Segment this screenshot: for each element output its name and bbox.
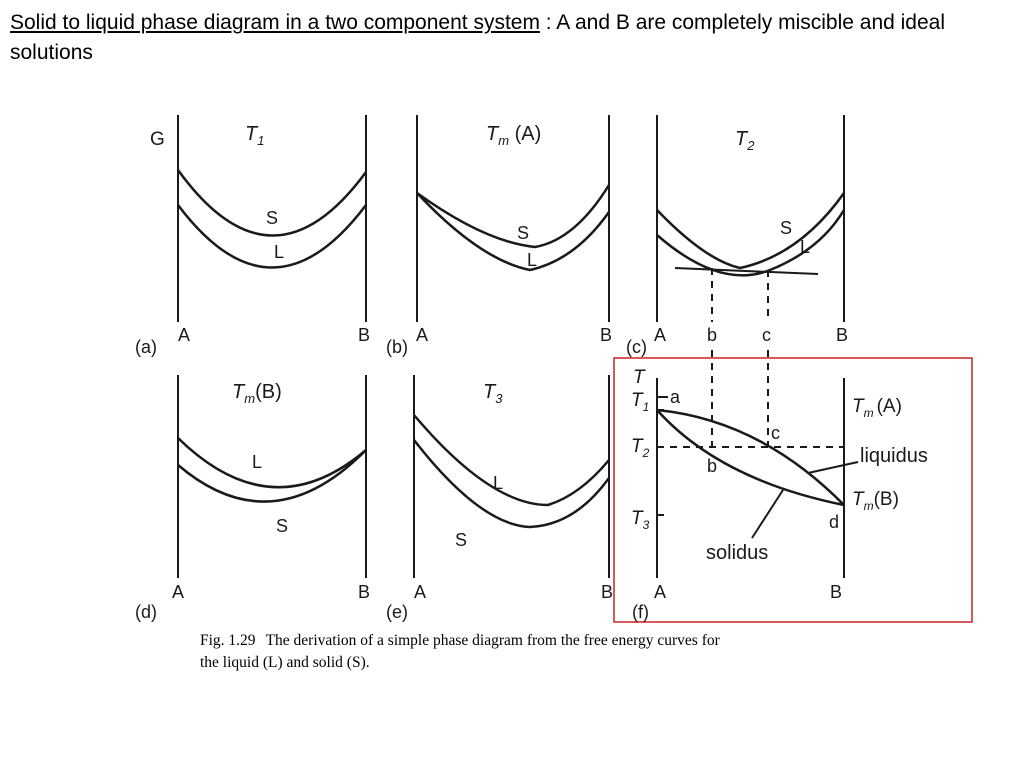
- panel-a-a-label: A: [178, 325, 191, 345]
- panel-a-tag: (a): [135, 337, 157, 357]
- liquidus-leader: [808, 462, 858, 473]
- panel-a-b-label: B: [358, 325, 371, 345]
- panel-e-temp-label: $T_3$: [483, 381, 503, 406]
- tm-a-label: $T_m$ (A): [852, 396, 902, 420]
- panel-a-s-label: S: [266, 208, 279, 228]
- panel-b-b-label: B: [600, 325, 613, 345]
- liquidus-label: liquidus: [860, 445, 928, 467]
- solidus-leader: [752, 490, 783, 538]
- panel-b-tag: (b): [386, 337, 408, 357]
- panel-c-s-label: S: [780, 218, 793, 238]
- panel-f-tag: (f): [632, 602, 649, 622]
- point-b-label: b: [707, 456, 718, 476]
- panel-c-temp-label: $T_2$: [735, 128, 755, 153]
- point-c-label: c: [771, 423, 780, 443]
- panel-c-tag: (c): [626, 337, 647, 357]
- panel-d-a-label: A: [172, 582, 185, 602]
- tm-b-label: $T_m(B)$: [852, 489, 899, 513]
- slide-title-underlined: Solid to liquid phase diagram in a two component system: [10, 11, 540, 34]
- solidus-label: solidus: [706, 542, 769, 564]
- panel-a-temp-label: $T_1$: [245, 123, 265, 148]
- point-d-label: d: [829, 512, 840, 532]
- panel-c-c-marker: c: [762, 325, 771, 345]
- panel-c: [626, 115, 848, 357]
- panel-b-temp-label: $T_m$ (A): [486, 123, 542, 148]
- panel-d-b-label: B: [358, 582, 371, 602]
- caption-line-1: [200, 630, 880, 652]
- panel-a: [135, 115, 370, 357]
- panel-d-s-label: S: [276, 516, 289, 536]
- t2-label: $T_2$: [631, 436, 650, 460]
- panel-d-tag: (d): [135, 602, 157, 622]
- panel-d-solid-curve: [178, 450, 366, 502]
- panel-b-a-label: A: [416, 325, 429, 345]
- panel-e-b-label: B: [601, 582, 614, 602]
- caption-text-2: the liquid (L) and solid (S).: [200, 654, 370, 671]
- panel-e-liquid-curve: [414, 415, 609, 505]
- panel-c-b-label: B: [836, 325, 849, 345]
- caption-text-1: The derivation of a simple phase diagram from the free energy curves for: [265, 632, 720, 649]
- caption-figno: Fig. 1.29: [200, 632, 256, 649]
- panel-f: [614, 350, 972, 622]
- panel-c-b-marker: b: [707, 325, 718, 345]
- panel-f-a-label: A: [654, 582, 667, 602]
- panel-b-solid-curve: [417, 185, 609, 247]
- t1-label: $T_1$: [631, 390, 650, 414]
- figure-caption: [200, 630, 880, 674]
- panel-d-l-label: L: [252, 452, 263, 472]
- t3-label: $T_3$: [631, 508, 650, 532]
- panel-c-a-label: A: [654, 325, 667, 345]
- panel-e: [386, 375, 613, 622]
- point-a-label: a: [670, 387, 681, 407]
- panel-d: [135, 375, 370, 622]
- panel-a-g-label: G: [150, 129, 165, 150]
- panel-b: [386, 115, 612, 357]
- panel-e-a-label: A: [414, 582, 427, 602]
- panel-b-l-label: L: [527, 250, 538, 270]
- panel-e-tag: (e): [386, 602, 408, 622]
- solidus-curve: [657, 410, 844, 505]
- panel-f-b-label: B: [830, 582, 843, 602]
- panel-b-liquid-curve: [417, 193, 609, 270]
- panel-e-l-label: L: [493, 473, 504, 493]
- panel-b-s-label: S: [517, 223, 530, 243]
- panel-e-s-label: S: [455, 530, 468, 550]
- panel-e-solid-curve: [414, 440, 609, 527]
- panel-d-temp-label: $T_m(B)$: [232, 381, 282, 406]
- liquidus-curve: [657, 410, 844, 505]
- panel-c-common-tangent: [675, 268, 818, 274]
- panel-d-liquid-curve: [178, 438, 366, 487]
- panel-c-l-label: L: [800, 237, 811, 257]
- t-axis-label: T: [633, 367, 645, 388]
- panel-a-l-label: L: [274, 242, 285, 262]
- slide-title-rest: : A and B are completely miscible and ideal solutions: [10, 11, 946, 64]
